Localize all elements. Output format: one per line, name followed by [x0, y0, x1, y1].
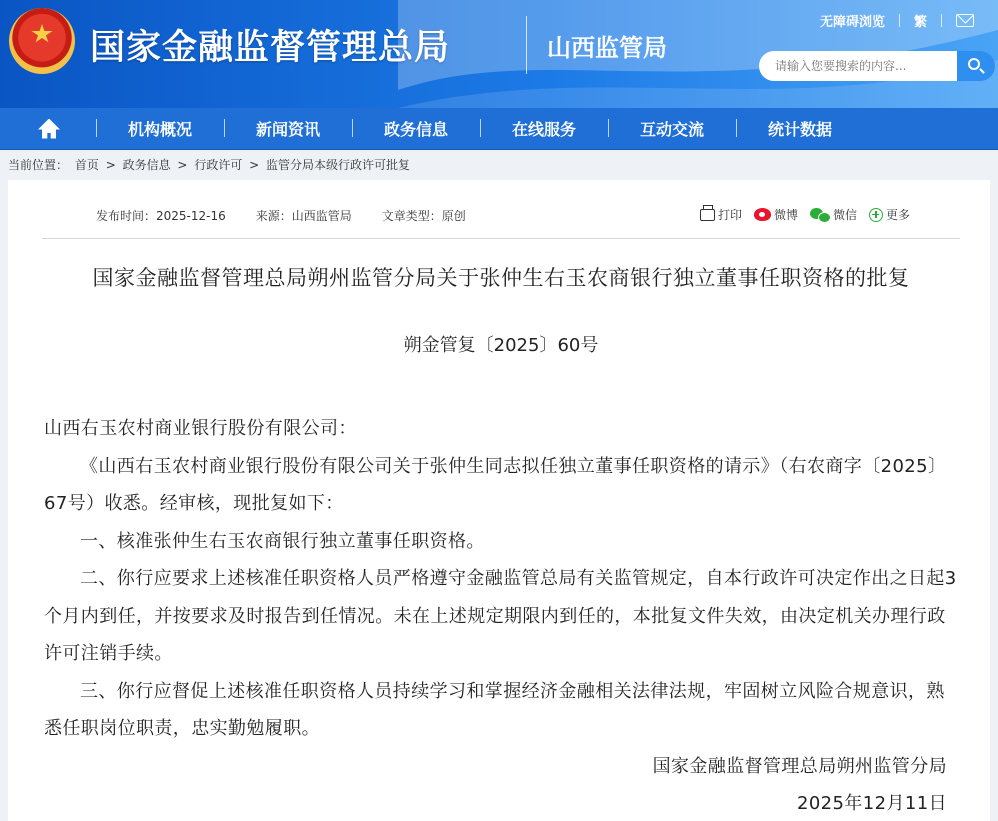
more-share-button[interactable]	[869, 206, 910, 223]
wechat-icon	[810, 208, 830, 222]
mail-icon[interactable]	[956, 14, 974, 27]
print-label: 打印	[718, 208, 743, 222]
nav-item-interaction[interactable]: 互动交流	[608, 117, 736, 140]
salutation: 山西右玉农村商业银行股份有限公司：	[44, 418, 357, 439]
article-title: 国家金融监督管理总局朔州监管分局关于张仲生右玉农商银行独立董事任职资格的批复	[92, 266, 910, 290]
article-source: 来源：山西监管局	[255, 209, 352, 223]
body-paragraph: 《山西右玉农村商业银行股份有限公司关于张仲生同志拟任独立董事任职资格的请示》（右农商字〔2025〕67号）收悉。经审核，现批复如下：	[44, 455, 947, 514]
link-separator	[899, 14, 900, 27]
breadcrumb-separator: >	[105, 158, 116, 172]
document-number: 朔金管复〔2025〕60号	[403, 335, 599, 356]
accessible-browse-link[interactable]: 无障碍浏览	[819, 15, 885, 30]
signature-date: 2025年12月11日	[796, 793, 947, 814]
weibo-label: 微博	[774, 208, 799, 222]
weibo-icon	[754, 208, 771, 221]
article-meta	[96, 207, 466, 224]
article-type: 文章类型：原创	[381, 209, 466, 223]
breadcrumb-separator: >	[177, 158, 188, 172]
body-paragraph: 二、你行应要求上述核准任职资格人员严格遵守金融监管总局有关监管规定，自本行政许可决定作出之日起3个月内到任，并按要求及时报告到任情况。未在上述规定期限内到任的，本批复文件失效，由决定机关办理行政许可注销手续。	[44, 568, 957, 664]
top-links	[820, 11, 974, 30]
home-icon	[38, 119, 60, 139]
more-label: 更多	[886, 208, 911, 222]
plus-circle-icon	[869, 208, 883, 222]
breadcrumb-label: 当前位置：	[8, 158, 69, 172]
nav-item-about[interactable]: 机构概况	[96, 117, 224, 140]
meta-divider	[42, 238, 960, 239]
site-title[interactable]: 国家金融监督管理总局	[90, 28, 451, 68]
search-input[interactable]	[759, 51, 957, 81]
nav-item-online-service[interactable]: 在线服务	[480, 117, 608, 140]
site-header	[0, 0, 998, 108]
link-separator	[941, 14, 942, 27]
sub-title[interactable]: 山西监管局	[547, 34, 667, 62]
wechat-label: 微信	[833, 208, 858, 222]
nav-item-government-info[interactable]: 政务信息	[352, 117, 480, 140]
article-container	[8, 180, 990, 821]
breadcrumb-current[interactable]: 监管分局本级行政许可批复	[266, 158, 411, 172]
search-box	[759, 51, 995, 81]
nav-home[interactable]	[0, 108, 96, 150]
breadcrumb-home[interactable]: 首页	[74, 158, 99, 172]
title-divider	[526, 16, 527, 74]
publish-time: 发布时间：2025-12-16	[96, 209, 226, 223]
signature: 国家金融监督管理总局朔州监管分局	[652, 755, 947, 777]
share-bar	[700, 206, 916, 223]
search-icon	[968, 58, 980, 70]
national-emblem-icon[interactable]	[9, 8, 75, 74]
nav-item-statistics[interactable]: 统计数据	[736, 117, 864, 140]
breadcrumb-admin-license[interactable]: 行政许可	[194, 158, 243, 172]
print-button[interactable]	[700, 206, 742, 223]
printer-icon	[700, 209, 715, 221]
breadcrumb-government-info[interactable]: 政务信息	[122, 158, 171, 172]
wechat-share-button[interactable]	[810, 206, 857, 223]
breadcrumb-separator: >	[249, 158, 260, 172]
nav-item-news[interactable]: 新闻资讯	[224, 117, 352, 140]
traditional-chinese-link[interactable]: 繁	[913, 15, 927, 30]
weibo-share-button[interactable]	[754, 206, 798, 223]
main-nav	[0, 108, 998, 150]
breadcrumb	[8, 156, 413, 173]
body-paragraph: 一、核准张仲生右玉农商银行独立董事任职资格。	[80, 530, 485, 552]
search-button[interactable]	[957, 51, 995, 81]
body-paragraph: 三、你行应督促上述核准任职资格人员持续学习和掌握经济金融相关法律法规，牢固树立风险合规意识，熟悉任职岗位职责，忠实勤勉履职。	[44, 680, 945, 739]
article-body	[44, 410, 962, 821]
